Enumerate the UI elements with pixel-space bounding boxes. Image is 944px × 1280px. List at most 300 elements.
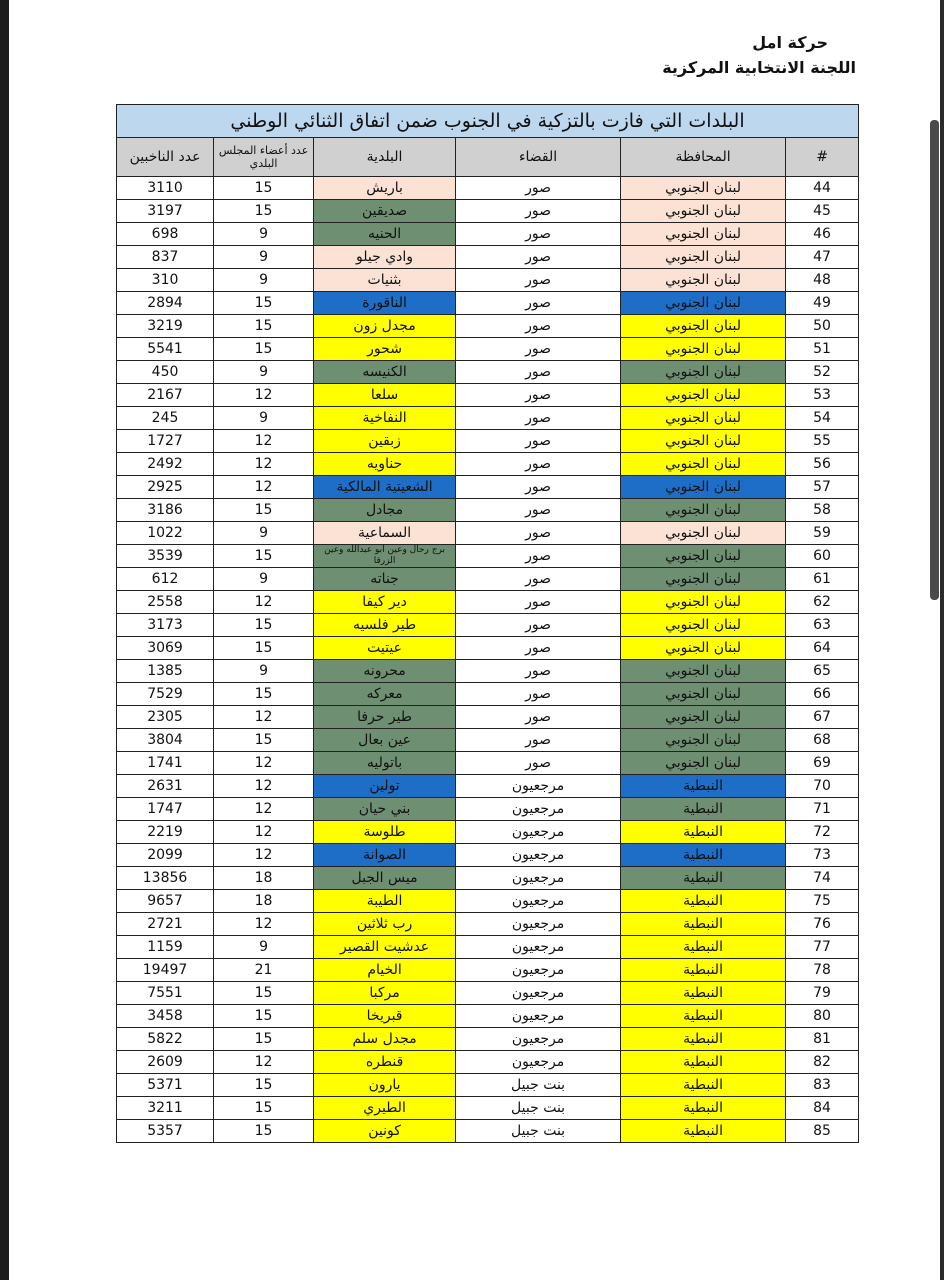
cell-governorate: النبطية: [621, 798, 786, 821]
cell-members: 15: [214, 683, 314, 706]
document-header: [662, 30, 856, 80]
table-row: [117, 384, 859, 407]
cell-municipality: شحور: [314, 338, 456, 361]
cell-voters: 2894: [117, 292, 214, 315]
cell-governorate: النبطية: [621, 913, 786, 936]
cell-members: 15: [214, 292, 314, 315]
table-row: [117, 315, 859, 338]
table-row: [117, 338, 859, 361]
cell-members: 18: [214, 867, 314, 890]
cell-governorate: لبنان الجنوبي: [621, 177, 786, 200]
col-header-municipality: البلدية: [314, 138, 456, 177]
cell-district: صور: [456, 683, 621, 706]
table-row: [117, 775, 859, 798]
cell-members: 9: [214, 522, 314, 545]
table-row: [117, 913, 859, 936]
cell-governorate: لبنان الجنوبي: [621, 706, 786, 729]
col-header-number: #: [786, 138, 859, 177]
cell-voters: 2099: [117, 844, 214, 867]
cell-voters: 3197: [117, 200, 214, 223]
table-row: [117, 200, 859, 223]
col-header-voters: عدد الناخبين: [117, 138, 214, 177]
cell-voters: 1159: [117, 936, 214, 959]
cell-governorate: لبنان الجنوبي: [621, 545, 786, 568]
cell-number: 47: [786, 246, 859, 269]
cell-voters: 1747: [117, 798, 214, 821]
cell-district: مرجعيون: [456, 867, 621, 890]
cell-members: 9: [214, 936, 314, 959]
cell-district: صور: [456, 499, 621, 522]
cell-municipality: الصوانة: [314, 844, 456, 867]
cell-voters: 3069: [117, 637, 214, 660]
cell-municipality: طير حرفا: [314, 706, 456, 729]
cell-municipality: النفاخية: [314, 407, 456, 430]
cell-members: 12: [214, 591, 314, 614]
cell-district: صور: [456, 200, 621, 223]
cell-governorate: لبنان الجنوبي: [621, 407, 786, 430]
cell-members: 12: [214, 913, 314, 936]
cell-members: 15: [214, 982, 314, 1005]
cell-number: 84: [786, 1097, 859, 1120]
cell-voters: 2492: [117, 453, 214, 476]
cell-governorate: لبنان الجنوبي: [621, 384, 786, 407]
right-edge: [940, 0, 944, 1280]
cell-municipality: باريش: [314, 177, 456, 200]
cell-governorate: لبنان الجنوبي: [621, 246, 786, 269]
table-row: [117, 361, 859, 384]
cell-voters: 3211: [117, 1097, 214, 1120]
cell-number: 66: [786, 683, 859, 706]
cell-number: 49: [786, 292, 859, 315]
cell-voters: 2219: [117, 821, 214, 844]
cell-municipality: الناقورة: [314, 292, 456, 315]
column-headers: [117, 138, 859, 177]
cell-governorate: لبنان الجنوبي: [621, 522, 786, 545]
cell-district: مرجعيون: [456, 798, 621, 821]
cell-number: 79: [786, 982, 859, 1005]
cell-governorate: النبطية: [621, 982, 786, 1005]
cell-municipality: سلعا: [314, 384, 456, 407]
cell-members: 15: [214, 499, 314, 522]
cell-district: صور: [456, 568, 621, 591]
cell-governorate: لبنان الجنوبي: [621, 430, 786, 453]
cell-district: صور: [456, 177, 621, 200]
cell-municipality: دير كيفا: [314, 591, 456, 614]
cell-number: 46: [786, 223, 859, 246]
cell-district: صور: [456, 407, 621, 430]
cell-voters: 3458: [117, 1005, 214, 1028]
cell-voters: 1385: [117, 660, 214, 683]
cell-municipality: حناويه: [314, 453, 456, 476]
cell-municipality: قنطره: [314, 1051, 456, 1074]
cell-number: 56: [786, 453, 859, 476]
cell-district: صور: [456, 522, 621, 545]
table-row: [117, 959, 859, 982]
table-row: [117, 223, 859, 246]
cell-members: 9: [214, 568, 314, 591]
cell-municipality: الشعيتية المالكية: [314, 476, 456, 499]
cell-number: 77: [786, 936, 859, 959]
cell-governorate: لبنان الجنوبي: [621, 361, 786, 384]
cell-municipality: بني حيان: [314, 798, 456, 821]
table-row: [117, 890, 859, 913]
table-row: [117, 936, 859, 959]
cell-governorate: لبنان الجنوبي: [621, 200, 786, 223]
cell-municipality: طلوسة: [314, 821, 456, 844]
cell-district: صور: [456, 729, 621, 752]
cell-district: صور: [456, 660, 621, 683]
cell-voters: 1022: [117, 522, 214, 545]
cell-district: صور: [456, 752, 621, 775]
cell-district: صور: [456, 292, 621, 315]
cell-district: صور: [456, 269, 621, 292]
col-header-district: القضاء: [456, 138, 621, 177]
cell-members: 12: [214, 384, 314, 407]
cell-voters: 5371: [117, 1074, 214, 1097]
cell-district: صور: [456, 706, 621, 729]
cell-district: مرجعيون: [456, 844, 621, 867]
cell-voters: 3219: [117, 315, 214, 338]
cell-voters: 1727: [117, 430, 214, 453]
cell-voters: 2925: [117, 476, 214, 499]
cell-voters: 5357: [117, 1120, 214, 1143]
cell-number: 69: [786, 752, 859, 775]
cell-municipality: مجدل سلم: [314, 1028, 456, 1051]
table-row: [117, 982, 859, 1005]
cell-members: 15: [214, 637, 314, 660]
cell-members: 12: [214, 453, 314, 476]
scrollbar[interactable]: [930, 120, 939, 600]
cell-governorate: لبنان الجنوبي: [621, 729, 786, 752]
cell-governorate: النبطية: [621, 1005, 786, 1028]
cell-voters: 3539: [117, 545, 214, 568]
cell-voters: 2721: [117, 913, 214, 936]
cell-governorate: لبنان الجنوبي: [621, 683, 786, 706]
cell-governorate: النبطية: [621, 775, 786, 798]
cell-governorate: النبطية: [621, 1097, 786, 1120]
cell-municipality: رب ثلاثين: [314, 913, 456, 936]
cell-voters: 2305: [117, 706, 214, 729]
cell-district: صور: [456, 315, 621, 338]
cell-members: 15: [214, 729, 314, 752]
cell-governorate: لبنان الجنوبي: [621, 223, 786, 246]
cell-voters: 13856: [117, 867, 214, 890]
cell-governorate: النبطية: [621, 1051, 786, 1074]
cell-municipality: الكنيسه: [314, 361, 456, 384]
cell-voters: 612: [117, 568, 214, 591]
cell-voters: 450: [117, 361, 214, 384]
table-row: [117, 522, 859, 545]
cell-governorate: النبطية: [621, 1120, 786, 1143]
cell-voters: 698: [117, 223, 214, 246]
cell-municipality: مركبا: [314, 982, 456, 1005]
cell-members: 12: [214, 706, 314, 729]
cell-governorate: النبطية: [621, 959, 786, 982]
cell-district: صور: [456, 637, 621, 660]
cell-members: 12: [214, 1051, 314, 1074]
cell-district: بنت جبيل: [456, 1120, 621, 1143]
table-row: [117, 407, 859, 430]
cell-governorate: لبنان الجنوبي: [621, 591, 786, 614]
table-row: [117, 476, 859, 499]
cell-district: صور: [456, 246, 621, 269]
cell-number: 71: [786, 798, 859, 821]
cell-governorate: لبنان الجنوبي: [621, 568, 786, 591]
cell-governorate: لبنان الجنوبي: [621, 453, 786, 476]
cell-district: بنت جبيل: [456, 1074, 621, 1097]
committee-name: اللجنة الانتخابية المركزية: [662, 58, 856, 77]
cell-members: 15: [214, 338, 314, 361]
cell-number: 60: [786, 545, 859, 568]
table-row: [117, 752, 859, 775]
cell-voters: 3186: [117, 499, 214, 522]
cell-voters: 310: [117, 269, 214, 292]
cell-voters: 2558: [117, 591, 214, 614]
cell-municipality: تولين: [314, 775, 456, 798]
cell-number: 50: [786, 315, 859, 338]
cell-district: مرجعيون: [456, 890, 621, 913]
cell-members: 9: [214, 660, 314, 683]
cell-district: صور: [456, 545, 621, 568]
cell-municipality: كونين: [314, 1120, 456, 1143]
table-row: [117, 545, 859, 568]
cell-voters: 5822: [117, 1028, 214, 1051]
cell-members: 9: [214, 361, 314, 384]
cell-number: 58: [786, 499, 859, 522]
cell-municipality: الطيبة: [314, 890, 456, 913]
cell-number: 81: [786, 1028, 859, 1051]
cell-governorate: لبنان الجنوبي: [621, 499, 786, 522]
cell-governorate: لبنان الجنوبي: [621, 338, 786, 361]
cell-district: مرجعيون: [456, 775, 621, 798]
cell-members: 15: [214, 1028, 314, 1051]
cell-voters: 3110: [117, 177, 214, 200]
cell-district: صور: [456, 361, 621, 384]
cell-number: 67: [786, 706, 859, 729]
cell-governorate: النبطية: [621, 867, 786, 890]
cell-number: 74: [786, 867, 859, 890]
cell-members: 15: [214, 1097, 314, 1120]
cell-number: 45: [786, 200, 859, 223]
results-table: [116, 104, 859, 1143]
col-header-members: عدد أعضاء المجلس البلدي: [214, 138, 314, 177]
cell-district: مرجعيون: [456, 959, 621, 982]
cell-district: صور: [456, 614, 621, 637]
cell-voters: 245: [117, 407, 214, 430]
cell-municipality: بثنيات: [314, 269, 456, 292]
cell-municipality: مجدل زون: [314, 315, 456, 338]
cell-members: 12: [214, 798, 314, 821]
table-row: [117, 637, 859, 660]
table-row: [117, 729, 859, 752]
cell-municipality: الخيام: [314, 959, 456, 982]
cell-district: صور: [456, 476, 621, 499]
cell-voters: 3173: [117, 614, 214, 637]
cell-voters: 837: [117, 246, 214, 269]
cell-municipality: يارون: [314, 1074, 456, 1097]
cell-district: مرجعيون: [456, 1028, 621, 1051]
cell-members: 9: [214, 407, 314, 430]
cell-voters: 9657: [117, 890, 214, 913]
table-row: [117, 683, 859, 706]
cell-voters: 5541: [117, 338, 214, 361]
cell-number: 59: [786, 522, 859, 545]
cell-members: 21: [214, 959, 314, 982]
cell-governorate: لبنان الجنوبي: [621, 614, 786, 637]
cell-number: 48: [786, 269, 859, 292]
cell-number: 65: [786, 660, 859, 683]
cell-governorate: لبنان الجنوبي: [621, 660, 786, 683]
cell-district: مرجعيون: [456, 982, 621, 1005]
cell-number: 53: [786, 384, 859, 407]
cell-members: 9: [214, 223, 314, 246]
cell-members: 9: [214, 269, 314, 292]
cell-municipality: طير فلسيه: [314, 614, 456, 637]
col-header-governorate: المحافظة: [621, 138, 786, 177]
cell-municipality: محرونه: [314, 660, 456, 683]
left-edge: [0, 0, 9, 1280]
cell-number: 52: [786, 361, 859, 384]
cell-district: صور: [456, 384, 621, 407]
cell-district: صور: [456, 430, 621, 453]
table-row: [117, 1097, 859, 1120]
cell-governorate: النبطية: [621, 890, 786, 913]
cell-number: 55: [786, 430, 859, 453]
cell-number: 61: [786, 568, 859, 591]
cell-number: 63: [786, 614, 859, 637]
cell-municipality: وادي جيلو: [314, 246, 456, 269]
cell-governorate: لبنان الجنوبي: [621, 269, 786, 292]
cell-voters: 2631: [117, 775, 214, 798]
cell-members: 15: [214, 1120, 314, 1143]
cell-municipality: ميس الجبل: [314, 867, 456, 890]
cell-municipality: عدشيت القصير: [314, 936, 456, 959]
cell-municipality: زبقين: [314, 430, 456, 453]
table-row: [117, 821, 859, 844]
cell-municipality: الحنيه: [314, 223, 456, 246]
cell-number: 72: [786, 821, 859, 844]
cell-municipality: معركه: [314, 683, 456, 706]
cell-number: 54: [786, 407, 859, 430]
cell-members: 15: [214, 315, 314, 338]
cell-district: مرجعيون: [456, 913, 621, 936]
table-row: [117, 430, 859, 453]
cell-members: 9: [214, 246, 314, 269]
cell-district: صور: [456, 223, 621, 246]
cell-number: 76: [786, 913, 859, 936]
cell-municipality: قبريخا: [314, 1005, 456, 1028]
cell-number: 83: [786, 1074, 859, 1097]
cell-municipality: جناته: [314, 568, 456, 591]
cell-governorate: لبنان الجنوبي: [621, 637, 786, 660]
cell-governorate: النبطية: [621, 1028, 786, 1051]
table-row: [117, 1074, 859, 1097]
cell-municipality: صديقين: [314, 200, 456, 223]
table-row: [117, 269, 859, 292]
cell-municipality: السماعية: [314, 522, 456, 545]
cell-voters: 1741: [117, 752, 214, 775]
cell-number: 78: [786, 959, 859, 982]
cell-members: 12: [214, 430, 314, 453]
cell-governorate: لبنان الجنوبي: [621, 315, 786, 338]
table-row: [117, 499, 859, 522]
cell-municipality: مجادل: [314, 499, 456, 522]
cell-district: صور: [456, 453, 621, 476]
table-row: [117, 453, 859, 476]
cell-number: 73: [786, 844, 859, 867]
cell-members: 15: [214, 177, 314, 200]
cell-municipality: باتوليه: [314, 752, 456, 775]
cell-municipality: عين بعال: [314, 729, 456, 752]
cell-district: صور: [456, 338, 621, 361]
table-row: [117, 177, 859, 200]
table-row: [117, 292, 859, 315]
table-row: [117, 867, 859, 890]
cell-number: 70: [786, 775, 859, 798]
cell-number: 85: [786, 1120, 859, 1143]
cell-governorate: لبنان الجنوبي: [621, 476, 786, 499]
table-row: [117, 614, 859, 637]
organization-name: حركة امل: [752, 33, 828, 52]
cell-district: مرجعيون: [456, 936, 621, 959]
table-row: [117, 246, 859, 269]
table-row: [117, 660, 859, 683]
cell-members: 15: [214, 1074, 314, 1097]
cell-members: 15: [214, 545, 314, 568]
cell-voters: 7551: [117, 982, 214, 1005]
cell-members: 15: [214, 1005, 314, 1028]
cell-district: مرجعيون: [456, 1051, 621, 1074]
cell-governorate: النبطية: [621, 1074, 786, 1097]
cell-number: 51: [786, 338, 859, 361]
cell-number: 80: [786, 1005, 859, 1028]
cell-governorate: لبنان الجنوبي: [621, 752, 786, 775]
cell-members: 15: [214, 200, 314, 223]
cell-number: 75: [786, 890, 859, 913]
table-row: [117, 1005, 859, 1028]
cell-governorate: النبطية: [621, 936, 786, 959]
cell-governorate: النبطية: [621, 821, 786, 844]
cell-district: مرجعيون: [456, 1005, 621, 1028]
cell-municipality: الطيري: [314, 1097, 456, 1120]
cell-number: 44: [786, 177, 859, 200]
table-row: [117, 591, 859, 614]
cell-district: صور: [456, 591, 621, 614]
table-row: [117, 798, 859, 821]
cell-members: 18: [214, 890, 314, 913]
cell-number: 57: [786, 476, 859, 499]
cell-number: 62: [786, 591, 859, 614]
cell-voters: 3804: [117, 729, 214, 752]
cell-voters: 2609: [117, 1051, 214, 1074]
table-row: [117, 1028, 859, 1051]
cell-members: 15: [214, 614, 314, 637]
cell-members: 12: [214, 775, 314, 798]
cell-number: 82: [786, 1051, 859, 1074]
cell-members: 12: [214, 476, 314, 499]
cell-municipality: برج رحال وعين أبو عبدالله وعين الزرقا: [314, 545, 456, 568]
cell-voters: 7529: [117, 683, 214, 706]
cell-district: بنت جبيل: [456, 1097, 621, 1120]
table-row: [117, 706, 859, 729]
table-row: [117, 844, 859, 867]
cell-voters: 2167: [117, 384, 214, 407]
table-title: البلدات التي فازت بالتزكية في الجنوب ضمن اتفاق الثنائي الوطني: [117, 105, 859, 138]
cell-district: مرجعيون: [456, 821, 621, 844]
cell-voters: 19497: [117, 959, 214, 982]
table-row: [117, 568, 859, 591]
cell-members: 12: [214, 844, 314, 867]
